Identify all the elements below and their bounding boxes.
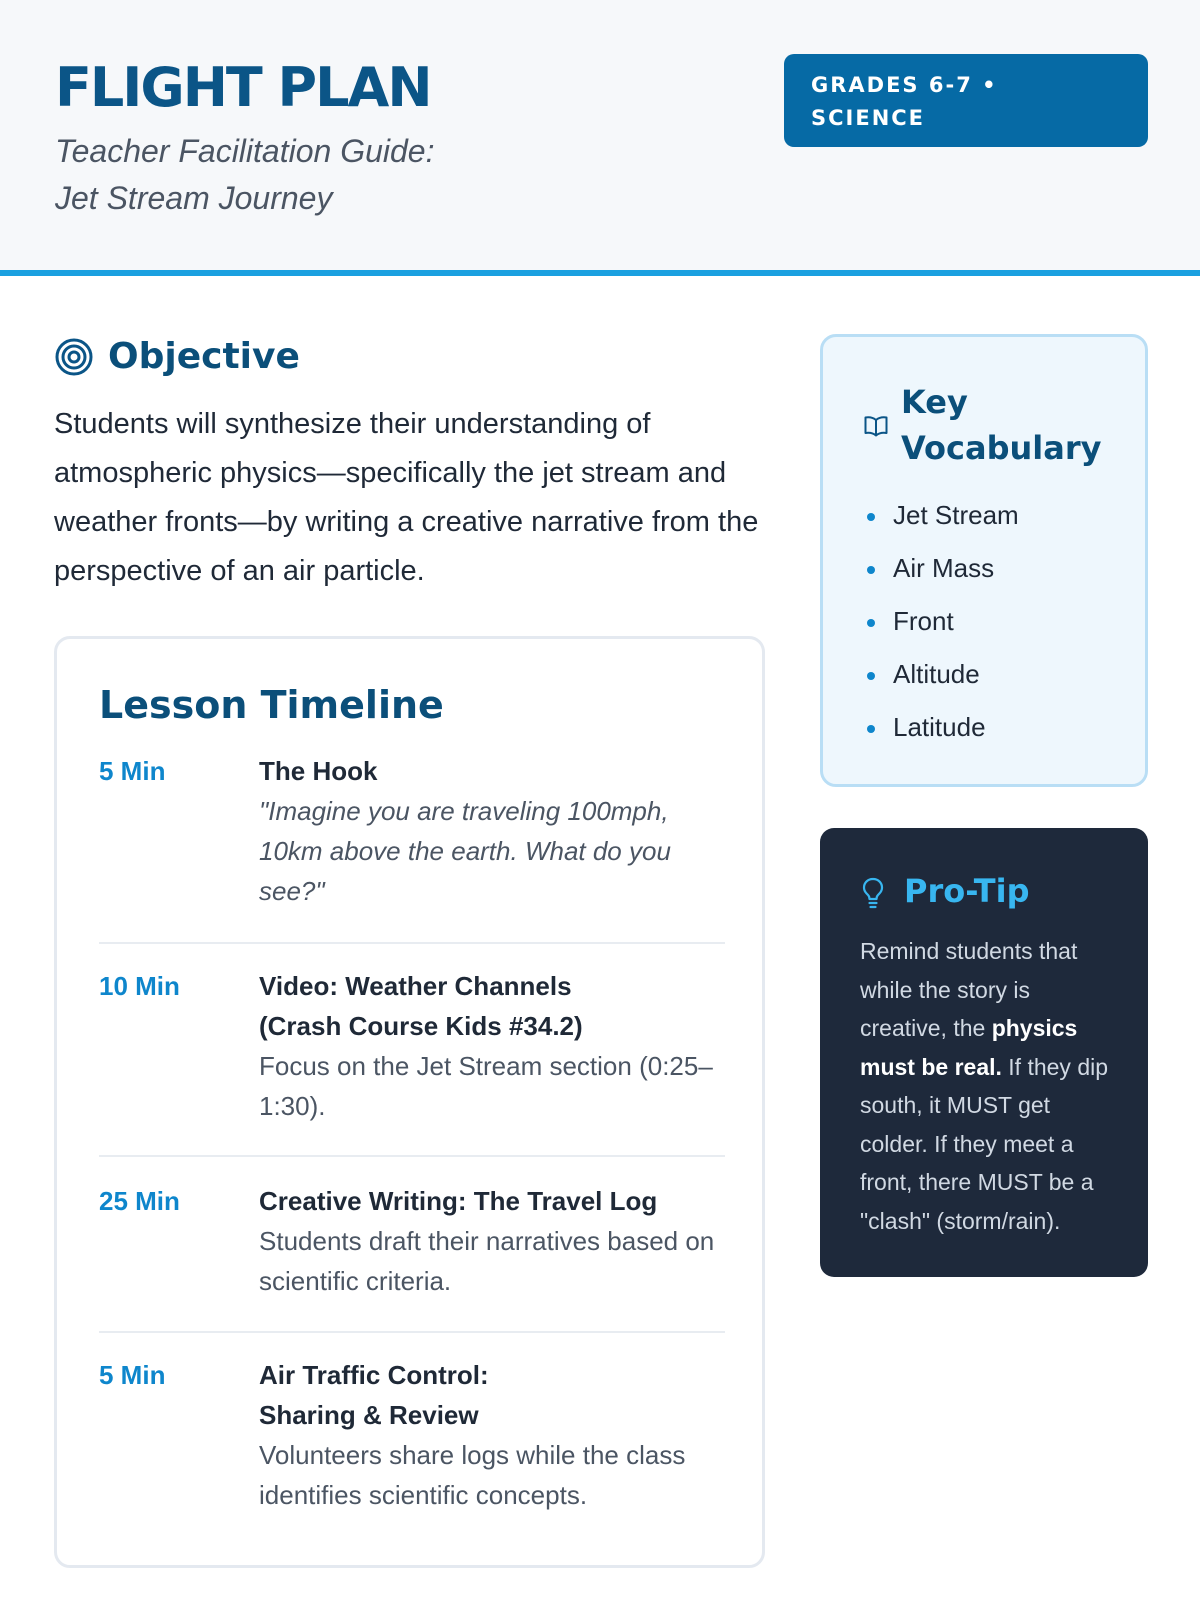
pro-tip-text-part-2: If they dip south, it MUST get colder. If they meet a front, there MUST be a "clash" (storm/rain). <box>860 1053 1109 1234</box>
badge-subject: SCIENCE <box>811 106 926 130</box>
timeline-step <box>259 751 725 911</box>
timeline-step-description: Volunteers share logs while the class identifies scientific concepts. <box>259 1440 686 1510</box>
timeline-step-description: Focus on the Jet Stream section (0:25–1:30). <box>259 1051 713 1121</box>
timeline-step-name-line-2: (Crash Course Kids #34.2) <box>259 1011 583 1041</box>
timeline-step <box>259 1355 725 1515</box>
lightbulb-icon <box>860 876 886 910</box>
subtitle-line-2: Jet Stream Journey <box>55 180 333 216</box>
timeline-step-name: The Hook <box>259 756 378 786</box>
pro-tip-text-part-1: Remind students that while the story is creative, the <box>860 938 1078 1041</box>
subtitle-line-1: Teacher Facilitation Guide: <box>55 133 435 169</box>
timeline-step <box>259 966 725 1126</box>
page-title: FLIGHT PLAN <box>55 56 431 119</box>
timeline-step-name-line-2: Sharing & Review <box>259 1400 479 1430</box>
vocabulary-title-line-2: Vocabulary <box>901 429 1102 467</box>
pro-tip-card <box>820 828 1148 1277</box>
timeline-step-name: Air Traffic Control: <box>259 1360 489 1390</box>
timeline-step-description: "Imagine you are traveling 100mph, 10km above the earth. What do you see?" <box>259 796 671 906</box>
pro-tip-emphasis: physics must be real. <box>860 1015 1078 1080</box>
timeline-row <box>99 1355 725 1525</box>
vocabulary-term: Altitude <box>863 648 1019 701</box>
target-icon <box>54 337 94 377</box>
timeline-duration: 5 Min <box>99 756 166 786</box>
badge-grades: GRADES 6-7 • <box>811 73 998 97</box>
vocabulary-list <box>863 489 1019 754</box>
lesson-timeline-card <box>54 636 765 1568</box>
timeline-step-description: Students draft their narratives based on scientific criteria. <box>259 1226 715 1296</box>
timeline-step <box>259 1181 725 1301</box>
timeline-duration: 5 Min <box>99 1360 166 1390</box>
vocabulary-term: Jet Stream <box>863 489 1019 542</box>
page-header <box>0 0 1200 276</box>
vocabulary-term: Front <box>863 595 1019 648</box>
timeline-row <box>99 751 725 944</box>
timeline-title: Lesson Timeline <box>99 683 444 727</box>
book-icon <box>863 413 889 439</box>
vocabulary-term: Latitude <box>863 701 1019 754</box>
objective-text: Students will synthesize their understanding of atmospheric physics—specifically the jet stream and weather fronts—by writing a creative narrative from the perspective of an air particle. <box>54 408 759 587</box>
timeline-duration: 25 Min <box>99 1186 180 1216</box>
timeline-step-name: Video: Weather Channels <box>259 971 572 1001</box>
objective-title: Objective <box>108 336 300 377</box>
timeline-duration: 10 Min <box>99 971 180 1001</box>
pro-tip-text <box>860 932 1122 1240</box>
pro-tip-title: Pro-Tip <box>904 872 1030 910</box>
key-vocabulary-card <box>820 334 1148 787</box>
page-subtitle <box>55 128 515 222</box>
vocabulary-title-line-1: Key <box>901 383 968 421</box>
objective-heading <box>54 336 300 377</box>
timeline-row <box>99 966 725 1157</box>
vocabulary-title <box>901 379 1121 471</box>
timeline-step-name: Creative Writing: The Travel Log <box>259 1186 658 1216</box>
grade-subject-badge <box>784 54 1148 147</box>
timeline-row <box>99 1181 725 1333</box>
vocabulary-term: Air Mass <box>863 542 1019 595</box>
